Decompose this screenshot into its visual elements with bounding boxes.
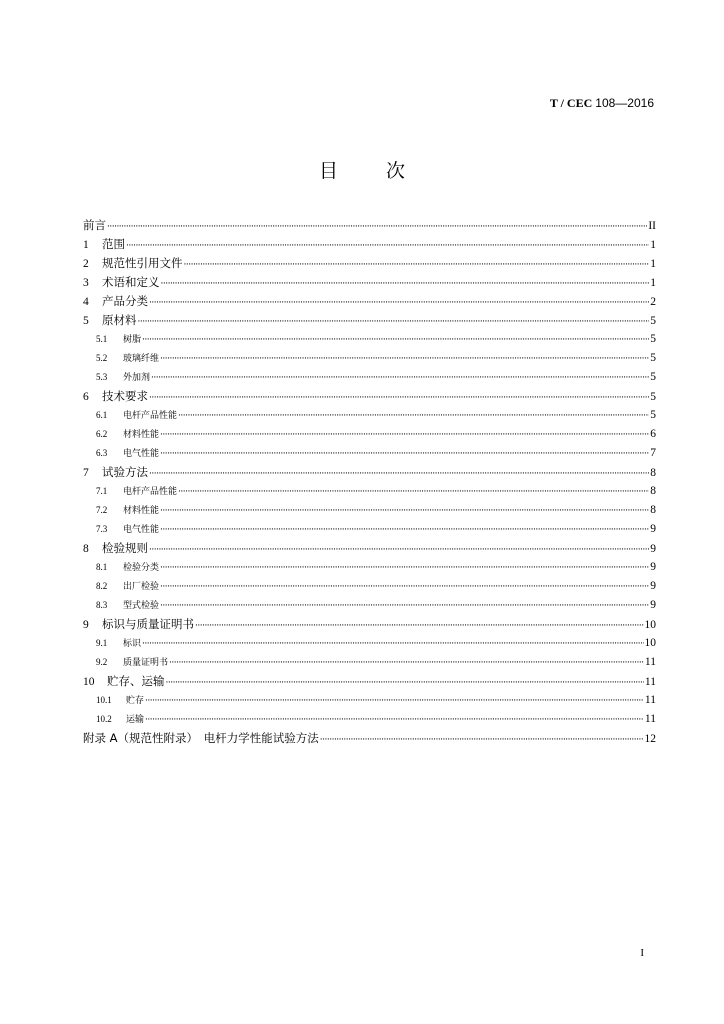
toc-dot-leader	[178, 483, 649, 502]
toc-entry-number: 6.1	[96, 410, 108, 420]
toc-entry[interactable]	[83, 634, 656, 653]
toc-entry[interactable]	[83, 729, 656, 748]
toc-entry-label: 附录 A（规范性附录） 电杆力学性能试验方法	[83, 731, 319, 745]
toc-entry-number: 7.3	[96, 524, 108, 534]
toc-entry-number: 8	[83, 543, 89, 555]
toc-entry-label: 电杆产品性能	[123, 411, 178, 421]
toc-entry-page: 5	[650, 409, 656, 421]
toc-dot-leader	[178, 407, 649, 426]
toc-dot-leader	[160, 597, 649, 616]
toc-entry-label: 材料性能	[123, 506, 160, 516]
toc-entry[interactable]	[83, 691, 656, 710]
toc-entry-page: 8	[650, 485, 656, 497]
toc-entry[interactable]	[83, 463, 656, 482]
toc-entry[interactable]	[83, 387, 656, 406]
toc-entry-label: 试验方法	[102, 465, 148, 479]
toc-entry-label: 贮存、运输	[107, 674, 165, 688]
toc-dot-leader	[160, 578, 649, 597]
toc-entry-page: 11	[644, 694, 656, 706]
toc-entry-number: 9.2	[96, 657, 108, 667]
toc-entry-number: 5.3	[96, 372, 108, 382]
toc-entry-label: 树脂	[123, 335, 142, 345]
page-title-left: 目	[318, 160, 338, 182]
toc-dot-leader	[145, 692, 644, 711]
toc-dot-leader	[149, 389, 649, 408]
toc-entry-page: 11	[644, 713, 656, 725]
toc-dot-leader	[195, 617, 644, 636]
toc-entry-number: 7.1	[96, 486, 108, 496]
toc-entry-page: 11	[644, 676, 656, 688]
toc-entry[interactable]	[83, 292, 656, 311]
standard-code-number: 108—2016	[595, 96, 654, 110]
toc-dot-leader	[169, 654, 644, 673]
toc-entry[interactable]	[83, 577, 656, 596]
standard-code	[550, 96, 654, 111]
toc-dot-leader	[184, 256, 650, 275]
toc-entry-label: 型式检验	[123, 601, 160, 611]
toc-entry[interactable]	[83, 482, 656, 501]
toc-entry-page: 8	[650, 504, 656, 516]
toc-entry-page: 11	[644, 656, 656, 668]
toc-entry-page: 10	[644, 637, 656, 649]
toc-entry-page: 5	[650, 333, 656, 345]
toc-entry-number: 5.2	[96, 353, 108, 363]
toc-entry[interactable]	[83, 539, 656, 558]
toc-entry-page: 1	[650, 239, 656, 251]
toc-entry-number: 10.1	[96, 695, 112, 705]
toc-entry-page: 9	[650, 523, 656, 535]
toc-entry-label: 检验规则	[102, 541, 148, 555]
toc-dot-leader	[161, 275, 650, 294]
toc-entry-label: 术语和定义	[102, 275, 160, 289]
toc-entry[interactable]	[83, 710, 656, 729]
toc-entry-label: 电气性能	[123, 449, 160, 459]
toc-entry-number: 6.3	[96, 448, 108, 458]
toc-entry[interactable]	[83, 235, 656, 254]
toc-entry-label: 玻璃纤维	[123, 354, 160, 364]
toc-entry-number: 10.2	[96, 714, 112, 724]
toc-entry-label: 电气性能	[123, 525, 160, 535]
toc-dot-leader	[160, 426, 649, 445]
toc-entry-label: 标识与质量证明书	[102, 617, 194, 631]
toc-dot-leader	[151, 369, 649, 388]
toc-entry-label: 质量证明书	[123, 658, 169, 668]
standard-code-prefix: T / CEC	[549, 96, 596, 110]
toc-entry-number: 8.1	[96, 562, 108, 572]
toc-dot-leader	[142, 331, 649, 350]
toc-entry[interactable]	[83, 672, 656, 691]
toc-entry-page: 5	[650, 391, 656, 403]
toc-entry-label: 贮存	[126, 696, 145, 706]
toc-entry[interactable]	[83, 596, 656, 615]
toc-entry-page: 10	[644, 619, 656, 631]
toc-entry-number: 7	[83, 467, 89, 479]
toc-entry[interactable]	[83, 520, 656, 539]
toc-dot-leader	[320, 731, 644, 750]
toc-entry[interactable]	[83, 425, 656, 444]
toc-entry-label: 检验分类	[123, 563, 160, 573]
toc-dot-leader	[142, 635, 643, 654]
toc-entry-label: 产品分类	[102, 294, 148, 308]
toc-entry[interactable]	[83, 615, 656, 634]
toc-entry[interactable]	[83, 216, 656, 235]
toc-entry-page: 12	[644, 733, 656, 745]
toc-dot-leader	[145, 711, 644, 730]
toc-entry-number: 7.2	[96, 505, 108, 515]
toc-entry[interactable]	[83, 273, 656, 292]
toc-entry[interactable]	[83, 501, 656, 520]
toc-entry-number: 6.2	[96, 429, 108, 439]
toc-entry-page: 5	[650, 352, 656, 364]
toc-entry-label: 材料性能	[123, 430, 160, 440]
toc-entry-label: 运输	[126, 715, 145, 725]
toc-entry-number: 9.1	[96, 638, 108, 648]
toc-entry[interactable]	[83, 368, 656, 387]
toc-entry-label: 原材料	[102, 313, 137, 327]
toc-entry[interactable]	[83, 406, 656, 425]
table-of-contents	[83, 216, 656, 748]
toc-entry-page: 9	[650, 580, 656, 592]
toc-entry-number: 9	[83, 619, 89, 631]
toc-entry-label: 出厂检验	[123, 582, 160, 592]
toc-entry-label: 外加剂	[123, 373, 151, 383]
toc-entry-page: 7	[650, 447, 656, 459]
toc-entry-label: 标识	[123, 639, 142, 649]
toc-entry[interactable]	[83, 444, 656, 463]
toc-entry-number: 2	[83, 258, 89, 270]
toc-entry-page: 2	[650, 296, 656, 308]
toc-dot-leader	[149, 465, 649, 484]
toc-dot-leader	[149, 541, 649, 560]
toc-entry[interactable]	[83, 254, 656, 273]
toc-entry[interactable]	[83, 558, 656, 577]
toc-dot-leader	[138, 313, 650, 332]
toc-entry-number: 4	[83, 296, 89, 308]
toc-entry-page: 1	[650, 277, 656, 289]
toc-entry[interactable]	[83, 311, 656, 330]
toc-entry-page: 1	[650, 258, 656, 270]
toc-entry-page: 6	[650, 428, 656, 440]
toc-entry-page: II	[648, 220, 656, 232]
toc-entry-number: 10	[83, 676, 95, 688]
toc-entry-number: 8.2	[96, 581, 108, 591]
toc-entry-page: 5	[650, 371, 656, 383]
toc-entry-number: 6	[83, 391, 89, 403]
page-title	[0, 156, 724, 183]
toc-dot-leader	[166, 674, 644, 693]
toc-entry-page: 9	[650, 599, 656, 611]
toc-entry-number: 8.3	[96, 600, 108, 610]
toc-entry[interactable]	[83, 330, 656, 349]
toc-entry-number: 1	[83, 239, 89, 251]
page-title-right: 次	[386, 160, 406, 182]
toc-dot-leader	[126, 237, 649, 256]
toc-dot-leader	[160, 521, 649, 540]
toc-entry[interactable]	[83, 653, 656, 672]
toc-dot-leader	[160, 559, 649, 578]
toc-entry-label: 范围	[102, 237, 125, 251]
toc-entry-label: 电杆产品性能	[123, 487, 178, 497]
toc-entry-page: 5	[650, 315, 656, 327]
toc-entry-label: 规范性引用文件	[102, 256, 183, 270]
toc-entry-label: 技术要求	[102, 389, 148, 403]
toc-dot-leader	[149, 294, 649, 313]
toc-entry-number: 5	[83, 315, 89, 327]
toc-entry-label: 前言	[83, 218, 106, 232]
toc-entry-number: 3	[83, 277, 89, 289]
toc-dot-leader	[160, 502, 649, 521]
toc-entry-page: 8	[650, 467, 656, 479]
toc-dot-leader	[160, 445, 649, 464]
toc-dot-leader	[160, 350, 649, 369]
toc-entry-page: 9	[650, 543, 656, 555]
toc-dot-leader	[107, 218, 647, 237]
toc-entry-number: 5.1	[96, 334, 108, 344]
toc-entry[interactable]	[83, 349, 656, 368]
toc-entry-page: 9	[650, 561, 656, 573]
page-number: I	[640, 947, 644, 959]
